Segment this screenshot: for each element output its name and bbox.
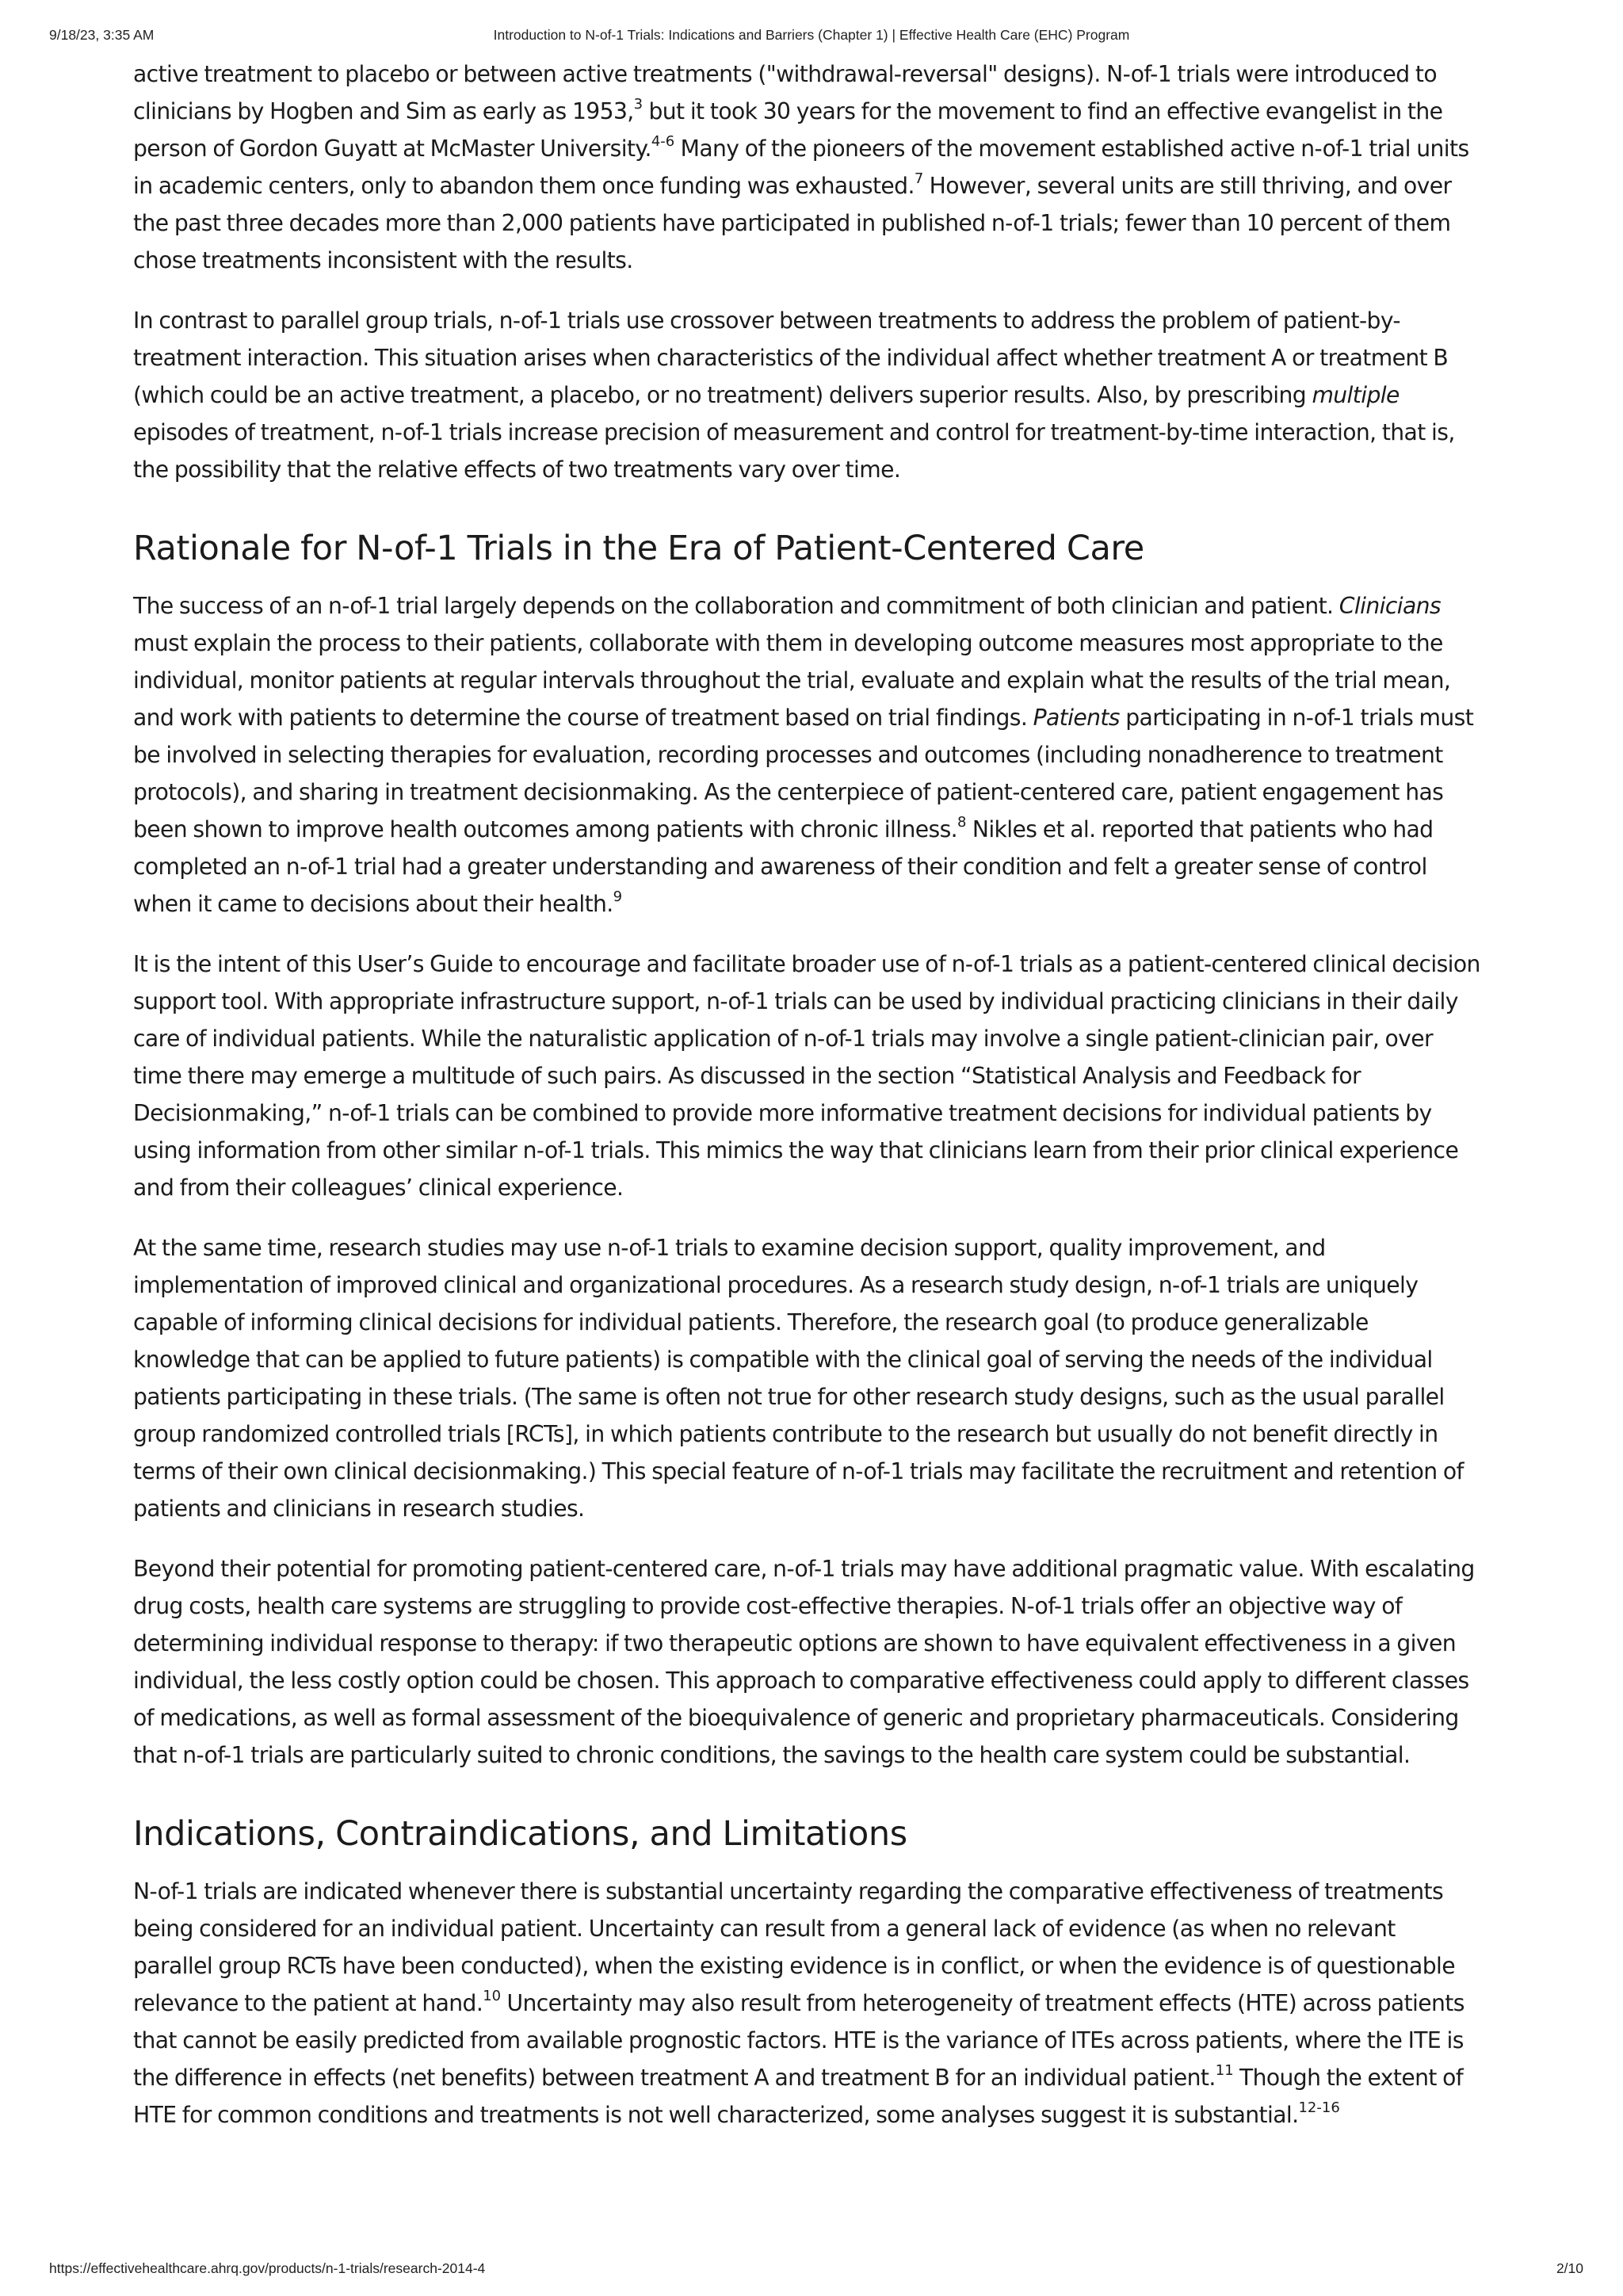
text-run: episodes of treatment, n-of-1 trials increase precision of measurement and control for treatment-by-time interaction, that is, the possibility that the relative effects of two treatments vary over time. [133,419,1455,483]
paragraph-research-studies: At the same time, research studies may use n-of-1 trials to examine decision support, quality improvement, and implementation of improved clinical and organizational procedures. As a research study design, n-of-1 trials are uniquely capable of informing clinical decisions for individual patients. Therefore, the research goal (to produce generalizable knowledge that can be applied to future patients) is compatible with the clinical goal of serving the needs of the individual patients participating in these trials. (The same is often not true for other research study designs, such as the usual parallel group randomized controlled trials [RCTs], in which patients contribute to the research but usually do not benefit directly in terms of their own clinical decisionmaking.) This special feature of n-of-1 trials may facilitate the recruitment and retention of patients and clinicians in research studies. [133,1235,1464,1522]
citation-ref[interactable]: 12-16 [1298,2099,1340,2116]
text-run: Uncertainty may also result from heterogeneity of treatment effects (HTE) across patients that cannot be easily predicted from available prognostic factors. HTE is the variance of ITEs across patients, where the ITE is the difference in effects (net benefits) between treatment A and treatment B for an individual patient. [133,1990,1465,2091]
text-run: Though the extent of HTE for common conditions and treatments is not well characterized, some analyses suggest it is substantial. [133,2065,1464,2128]
text-run: must explain the process to their patients, collaborate with them in developing outcome measures most appropriate to the individual, monitor patients at regular intervals throughout the trial, evaluate and explain what the results of the trial mean, and work with patients to determine the course of treatment based on trial findings. [133,630,1451,731]
citation-ref[interactable]: 9 [613,888,623,905]
emphasis-text: multiple [1312,382,1400,408]
page-number: 2/10 [1556,2260,1583,2276]
paragraph-indications [133,1873,1480,2134]
print-header [0,27,1623,46]
paragraph-collaboration [133,587,1480,923]
text-run: Nikles et al. reported that patients who had completed an n-of-1 trial had a greater understanding and awareness of their condition and felt a greater sense of control when it came to decisions about their health. [133,816,1434,917]
text-run: However, several units are still thriving, and over the past three decades more than 2,000 patients have participated in published n-of-1 trials; fewer than 10 percent of them chose treatments inconsistent with the results. [133,173,1452,273]
citation-ref[interactable]: 10 [483,1988,502,2004]
text-run: active treatment to placebo or between active treatments ("withdrawal-reversal" designs). N-of-1 trials were introduced to clinicians by Hogben and Sim as early as 1953, [133,61,1437,124]
text-run: In contrast to parallel group trials, n-of-1 trials use crossover between treatments to address the problem of patient-by-treatment interaction. This situation arises when characteristics of the individual affect whether treatment A or treatment B (which could be an active treatment, a placebo, or no treatment) delivers superior results. Also, by prescribing [133,308,1449,408]
page-url[interactable]: https://effectivehealthcare.ahrq.gov/products/n-1-trials/research-2014-4 [49,2260,486,2276]
print-page-title: Introduction to N-of-1 Trials: Indications and Barriers (Chapter 1) | Effective Health Care (EHC) Program [493,27,1130,43]
print-datetime: 9/18/23, 3:35 AM [49,27,155,43]
text-run: participating in n-of-1 trials must be involved in selecting therapies for evaluation, recording processes and outcomes (including nonadherence to treatment protocols), and sharing in treatment decisionmaking. As the centerpiece of patient-centered care, patient engagement has been shown to improve health outcomes among patients with chronic illness. [133,705,1474,842]
text-run: N-of-1 trials are indicated whenever there is substantial uncertainty regarding the comparative effectiveness of treatments being considered for an individual patient. Uncertainty can result from a general lack of evidence (as when no relevant parallel group RCTs have been conducted), when the existing evidence is in conflict, or when the evidence is of questionable relevance to the patient at hand. [133,1878,1455,2016]
emphasis-text: Clinicians [1338,593,1441,619]
paragraph-pragmatic-value: Beyond their potential for promoting patient-centered care, n-of-1 trials may have additional pragmatic value. With escalating drug costs, health care systems are struggling to provide cost-effective therapies. N-of-1 trials offer an objective way of determining individual response to therapy: if two therapeutic options are shown to have equivalent effectiveness in a given individual, the less costly option could be chosen. This approach to comparative effectiveness could apply to different classes of medications, as well as formal assessment of the bioequivalence of generic and proprietary pharmaceuticals. Considering that n-of-1 trials are particularly suited to chronic conditions, the savings to the health care system could be substantial. [133,1556,1475,1768]
emphasis-text: Patients [1033,705,1120,731]
print-footer [0,2260,1623,2279]
citation-ref[interactable]: 7 [914,170,924,187]
paragraph-users-guide-intent: It is the intent of this User’s Guide to encourage and facilitate broader use of n-of-1 trials as a patient-centered clinical decision support tool. With appropriate infrastructure support, n-of-1 trials can be used by individual practicing clinicians in their daily care of individual patients. While the naturalistic application of n-of-1 trials may involve a single patient-clinician pair, over time there may emerge a multitude of such pairs. As discussed in the section “Statistical Analysis and Feedback for Decisionmaking,” n-of-1 trials can be combined to provide more informative treatment decisions for individual patients by using information from other similar n-of-1 trials. This mimics the way that clinicians learn from their prior clinical experience and from their colleagues’ clinical experience. [133,951,1480,1201]
section-heading-rationale: Rationale for N-of-1 Trials in the Era of Patient-Centered Care [133,529,1144,568]
text-run: but it took 30 years for the movement to find an effective evangelist in the person of Gordon Guyatt at McMaster University. [133,98,1443,162]
citation-ref[interactable]: 4-6 [651,133,675,150]
citation-ref[interactable]: 11 [1215,2062,1234,2079]
paragraph-crossover [133,302,1480,488]
paragraph-history [133,55,1480,279]
section-heading-indications: Indications, Contraindications, and Limitations [133,1814,907,1854]
text-run: The success of an n-of-1 trial largely depends on the collaboration and commitment of both clinician and patient. [133,593,1339,619]
citation-ref[interactable]: 3 [633,96,643,113]
citation-ref[interactable]: 8 [957,814,967,831]
text-run: Many of the pioneers of the movement established active n-of-1 trial units in academic centers, only to abandon them once funding was exhausted. [133,136,1469,199]
article-body [133,55,1480,2157]
